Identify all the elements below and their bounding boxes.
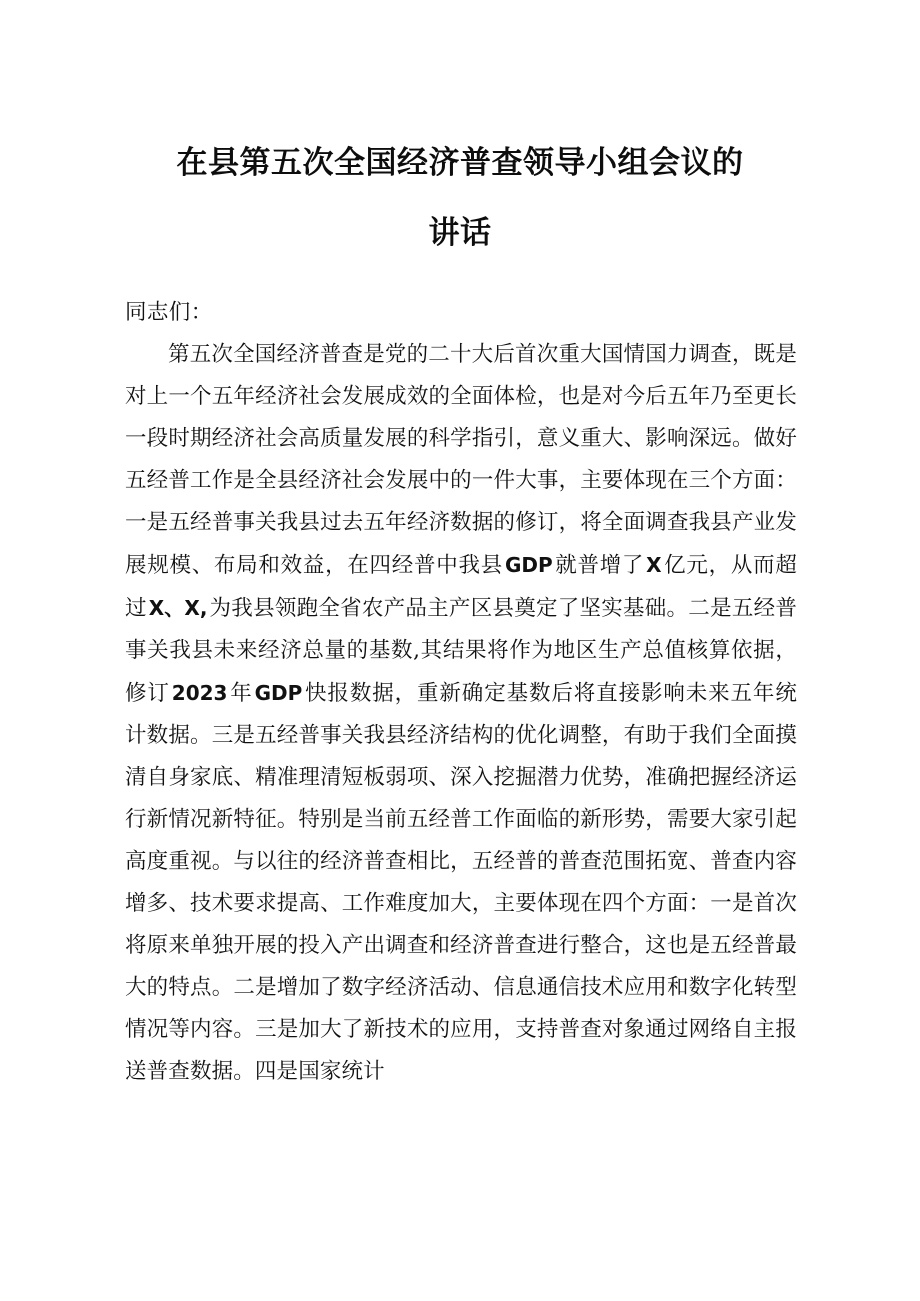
body-paragraph-1 — [125, 334, 797, 1093]
paragraph-text-segment: 快报数据，重新确定基数后将直接影响未来五年统计数据。三是五经普事关我县经济结构的优化调整，有助于我们全面摸清自身家底、精准理清短板弱项、深入挖掘潜力优势，准确把握经济运行新情况新特征。特别是当前五经普工作面临的新形势，需要大家引起高度重视。与以往的经济普查相比，五经普的普查范围拓宽、普查内容增多、技术要求提高、工作难度加大，主要体现在四个方面：一是首次将原来单独开展的投入产出调查和经济普查进行整合，这也是五经普最大的特点。二是增加了数字经济活动、信息通信技术应用和数字化转型情况等内容。三是加大了新技术的应用，支持普查对象通过网络自主报送普查数据。四是国家统计 — [125, 681, 797, 1084]
term-gdp: GDP — [504, 553, 553, 577]
page-title-line-2: 讲话 — [428, 215, 492, 251]
paragraph-text-segment: 为我县领跑全省农产品主产区县奠定了坚实基础。二是五经普事关我县未来经济总量的基数,其结果将作为地区生产总值核算依据，修订 — [125, 596, 797, 706]
placeholder-value-x: X — [646, 553, 662, 577]
document-body — [125, 292, 797, 1093]
year-value: 2023 — [171, 681, 228, 705]
term-gdp: GDP — [254, 681, 303, 705]
paragraph-text-segment: 就普增了 — [554, 553, 645, 578]
paragraph-text-segment: 年 — [229, 681, 253, 706]
paragraph-text-segment: 亿元，从而超过 — [125, 553, 797, 621]
salutation: 同志们： — [125, 300, 213, 325]
page-title-line-1: 在县第五次全国经济普查领导小组会议的 — [176, 145, 744, 181]
placeholder-value-x-pair: X、X, — [148, 596, 208, 620]
page-title — [125, 128, 795, 268]
paragraph-text-segment: 第五次全国经济普查是党的二十大后首次重大国情国力调查，既是对上一个五年经济社会发展成效的全面体检，也是对今后五年乃至更长一段时期经济社会高质量发展的科学指引，意义重大、影响深远。做好五经普工作是全县经济社会发展中的一件大事，主要体现在三个方面：一是五经普事关我县过去五年经济数据的修订，将全面调查我县产业发展规模、布局和效益，在四经普中我县 — [125, 342, 797, 578]
